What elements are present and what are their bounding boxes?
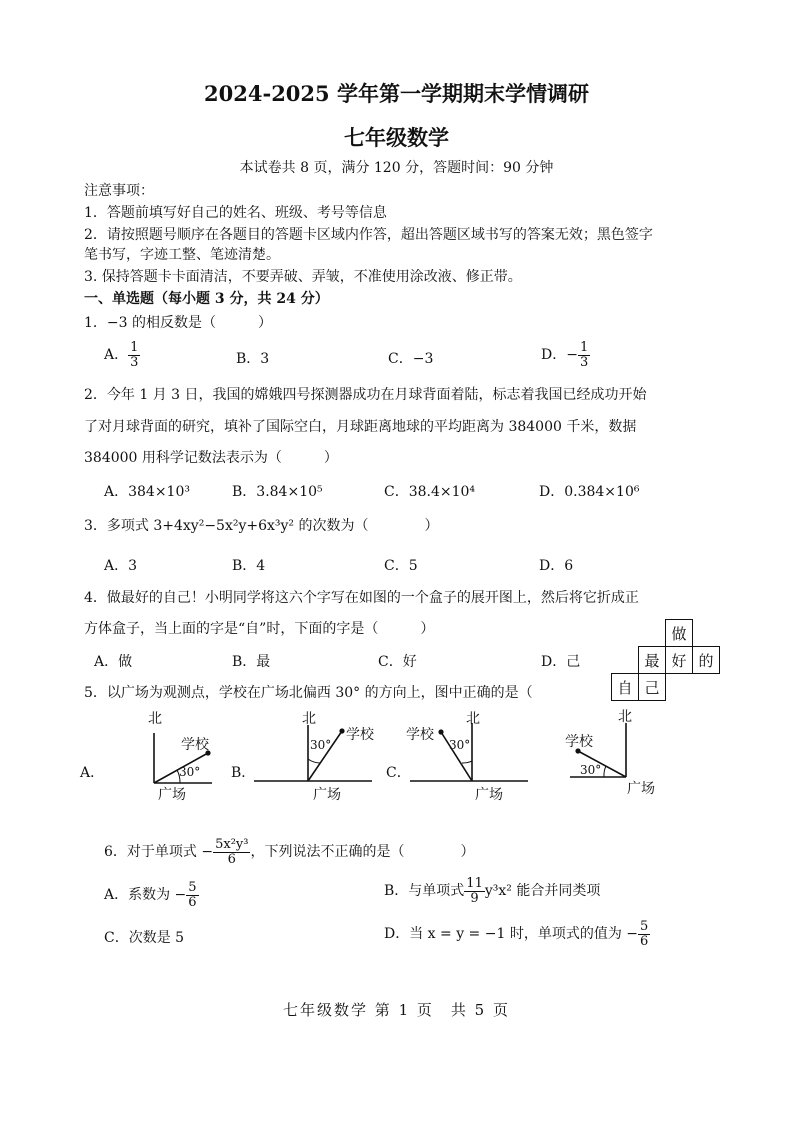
q6-b-suffix: y³x² 能合并同类项 [484, 883, 601, 900]
q1-stem: 1．−3 的相反数是（ ） [84, 315, 272, 331]
q5-option-a-label: A． [80, 765, 105, 781]
note-item-2-cont: 笔书写，字迹工整、笔迹清楚。 [84, 247, 280, 263]
q5-b-school: 学校 [346, 727, 374, 743]
exam-info: 本试卷共 8 页，满分 120 分，答题时间：90 分钟 [239, 160, 554, 176]
net-cell-4: 的 [692, 646, 720, 674]
q6-option-d [384, 920, 650, 948]
exam-subtitle: 七年级数学 [344, 125, 449, 150]
q5-b-angle: 30° [310, 738, 332, 752]
section-heading: 一、单选题（每小题 3 分，共 24 分） [84, 291, 329, 307]
q6-option-c: C．次数是 5 [104, 930, 185, 946]
q6-b-num: 11 [466, 876, 483, 891]
q1-option-a [104, 341, 140, 369]
q5-stem: 5．以广场为观测点，学校在广场北偏西 30° 的方向上，图中正确的是（ [84, 685, 533, 701]
q2-option-a: A．384×10³ [104, 484, 190, 500]
q1-d-fraction [578, 341, 590, 369]
q1-d-den: 3 [579, 354, 589, 370]
q5-d-angle: 30° [580, 763, 602, 777]
q2-option-b: B．3.84×10⁵ [232, 484, 323, 500]
q1-a-fraction [128, 341, 140, 369]
q1-option-d [541, 341, 590, 369]
q6-option-a [104, 881, 199, 909]
q3-option-c: C．5 [384, 558, 418, 574]
q6-a-den: 6 [188, 894, 197, 910]
q2-line-3: 384000 用科学记数法表示为（ ） [84, 450, 338, 466]
q1-a-num: 1 [130, 340, 139, 355]
note-item-3: 3. 保持答题卡卡面清洁，不要弄破、弄皱，不准使用涂改液、修正带。 [84, 269, 522, 285]
q6-stem-suffix: ，下列说法不正确的是（ ） [250, 844, 475, 861]
page-footer: 七年级数学 第 1 页 共 5 页 [283, 1001, 510, 1019]
q5-d-north: 北 [618, 709, 632, 725]
q6-b-fraction [464, 877, 485, 905]
q5-a-square: 广场 [158, 787, 186, 803]
q1-a-den: 3 [130, 354, 139, 370]
q6-stem-fraction [213, 838, 250, 866]
q6-d-num: 5 [640, 919, 649, 934]
q3-option-d: D．6 [539, 558, 574, 574]
q6-d-fraction [638, 920, 650, 948]
q4-line-1: 4．做最好的自己！小明同学将这六个字写在如图的一个盒子的展开图上，然后将它折成正 [84, 590, 639, 606]
q4-line-2: 方体盒子，当上面的字是“自”时，下面的字是（ ） [84, 621, 435, 637]
q1-option-c: C．−3 [388, 351, 434, 367]
exam-title: 2024-2025 学年第一学期期末学情调研 [204, 81, 589, 106]
q5-b-north: 北 [302, 711, 316, 727]
q4-option-c: C．好 [378, 654, 417, 670]
q5-option-b-label: B． [231, 765, 256, 781]
q6-stem [104, 838, 474, 866]
q6-b-den: 9 [470, 890, 479, 906]
q1-a-label: A． [104, 347, 129, 364]
q3-option-b: B．4 [232, 558, 266, 574]
q2-option-d: D．0.384×10⁶ [539, 484, 640, 500]
q6-a-num: 5 [188, 880, 197, 895]
note-item-2: 2．请按照题号顺序在各题目的答题卡区域内作答，超出答题区域书写的答案无效；黑色签字 [84, 227, 653, 243]
q6-d-label: D．当 x = y = −1 时，单项式的值为 − [384, 926, 639, 943]
q1-option-b: B．3 [236, 351, 270, 367]
net-cell-5: 自 [611, 673, 639, 701]
q6-option-b [384, 877, 600, 905]
q2-option-c: C．38.4×10⁴ [384, 484, 476, 500]
q5-c-north: 北 [466, 711, 480, 727]
net-cell-1: 做 [665, 619, 693, 647]
net-cell-3: 好 [665, 646, 693, 674]
net-cell-2: 最 [638, 646, 666, 674]
q6-d-den: 6 [640, 933, 649, 949]
q1-d-label: D．− [541, 347, 578, 364]
q6-stem-prefix: 6．对于单项式 − [104, 844, 214, 861]
net-cell-6: 己 [638, 673, 666, 701]
q4-option-d: D．己 [541, 654, 581, 670]
q5-a-school: 学校 [181, 737, 209, 753]
q4-option-b: B．最 [232, 654, 271, 670]
q5-a-angle: 30° [179, 765, 201, 779]
q5-c-angle: 30° [449, 738, 471, 752]
q6-stem-den: 6 [227, 851, 236, 867]
q6-stem-num: 5x²y³ [215, 837, 249, 852]
q6-a-fraction [186, 881, 198, 909]
note-item-1: 1．答题前填写好自己的姓名、班级、考号等信息 [84, 205, 387, 221]
q5-b-square: 广场 [313, 787, 341, 803]
notes-heading: 注意事项： [84, 183, 154, 199]
q6-b-label: B．与单项式 [384, 883, 465, 900]
q6-a-label: A．系数为 − [104, 887, 187, 904]
q4-option-a: A．做 [94, 654, 133, 670]
q2-line-1: 2．今年 1 月 3 日，我国的嫦娥四号探测器成功在月球背面着陆，标志着我国已经成功开始 [84, 387, 647, 403]
q3-option-a: A．3 [104, 558, 138, 574]
q5-c-square: 广场 [475, 787, 503, 803]
q5-option-c-label: C． [386, 765, 411, 781]
q5-d-school: 学校 [565, 734, 593, 750]
q5-d-square: 广场 [627, 781, 655, 797]
q2-line-2: 了对月球背面的研究，填补了国际空白，月球距离地球的平均距离为 384000 千米，数据 [84, 419, 637, 435]
q3-stem: 3．多项式 3+4xy²−5x²y+6x³y² 的次数为（ ） [84, 518, 439, 534]
q5-a-north: 北 [148, 711, 162, 727]
q5-c-school: 学校 [406, 727, 434, 743]
q1-d-num: 1 [579, 340, 589, 355]
